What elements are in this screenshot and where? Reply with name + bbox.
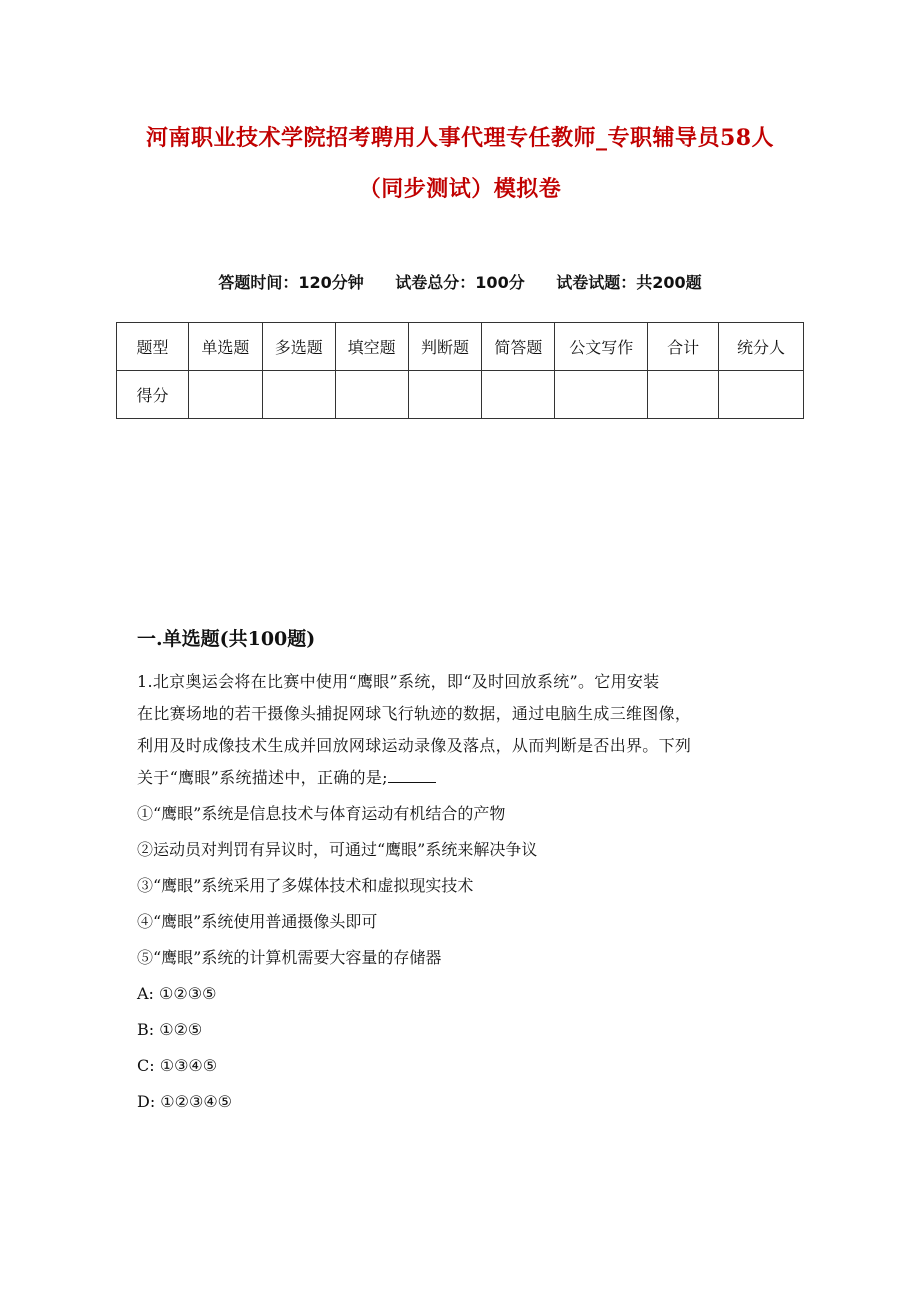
option-d: D: ①②③④⑤ [137, 1092, 233, 1111]
table-header-cell: 单选题 [188, 323, 262, 371]
question-stem-last-line [137, 762, 787, 794]
document-title-line-1: 河南职业技术学院招考聘用人事代理专任教师_专职辅导员58人 [145, 125, 775, 151]
table-header-cell: 合计 [648, 323, 719, 371]
score-cell [555, 371, 648, 419]
table-header-cell: 统分人 [719, 323, 804, 371]
exam-time: 答题时间：120分钟 [218, 273, 364, 292]
option-b: B: ①②⑤ [137, 1020, 203, 1039]
question-statement: ②运动员对判罚有异议时，可通过“鹰眼”系统来解决争议 [137, 840, 538, 859]
table-header-cell: 简答题 [482, 323, 555, 371]
option-a: A: ①②③⑤ [137, 984, 217, 1003]
exam-total-questions: 试卷试题：共200题 [556, 273, 702, 292]
table-header-cell: 多选题 [262, 323, 335, 371]
score-cell [648, 371, 719, 419]
score-table [116, 322, 804, 419]
score-cell [262, 371, 335, 419]
question-statement: ①“鹰眼”系统是信息技术与体育运动有机结合的产物 [137, 804, 506, 823]
score-table-score-row [117, 371, 804, 419]
question-stem-line: 利用及时成像技术生成并回放网球运动录像及落点，从而判断是否出界。下列 [137, 736, 692, 755]
question-stem-line: 1.北京奥运会将在比赛中使用“鹰眼”系统，即“及时回放系统”。它用安装 [137, 672, 660, 691]
score-row-label: 得分 [117, 371, 189, 419]
answer-blank [388, 764, 436, 783]
question-statement: ⑤“鹰眼”系统的计算机需要大容量的存储器 [137, 948, 442, 967]
score-cell [188, 371, 262, 419]
score-cell [335, 371, 408, 419]
score-cell [719, 371, 804, 419]
question-1 [137, 666, 787, 1118]
score-cell [408, 371, 482, 419]
section-title: 一.单选题(共100题) [137, 628, 316, 650]
table-header-cell: 公文写作 [555, 323, 648, 371]
question-statement: ④“鹰眼”系统使用普通摄像头即可 [137, 912, 378, 931]
exam-info [0, 270, 920, 293]
question-statement: ③“鹰眼”系统采用了多媒体技术和虚拟现实技术 [137, 876, 474, 895]
question-stem-line: 关于“鹰眼”系统描述中，正确的是; [137, 768, 388, 787]
document-title-line-2: （同步测试）模拟卷 [358, 176, 562, 202]
table-header-cell: 判断题 [408, 323, 482, 371]
score-table-header-row [117, 323, 804, 371]
option-c: C: ①③④⑤ [137, 1056, 218, 1075]
score-cell [482, 371, 555, 419]
table-header-cell: 题型 [117, 323, 189, 371]
table-header-cell: 填空题 [335, 323, 408, 371]
question-stem-line: 在比赛场地的若干摄像头捕捉网球飞行轨迹的数据，通过电脑生成三维图像， [137, 704, 692, 723]
exam-total-score: 试卷总分：100分 [395, 273, 525, 292]
